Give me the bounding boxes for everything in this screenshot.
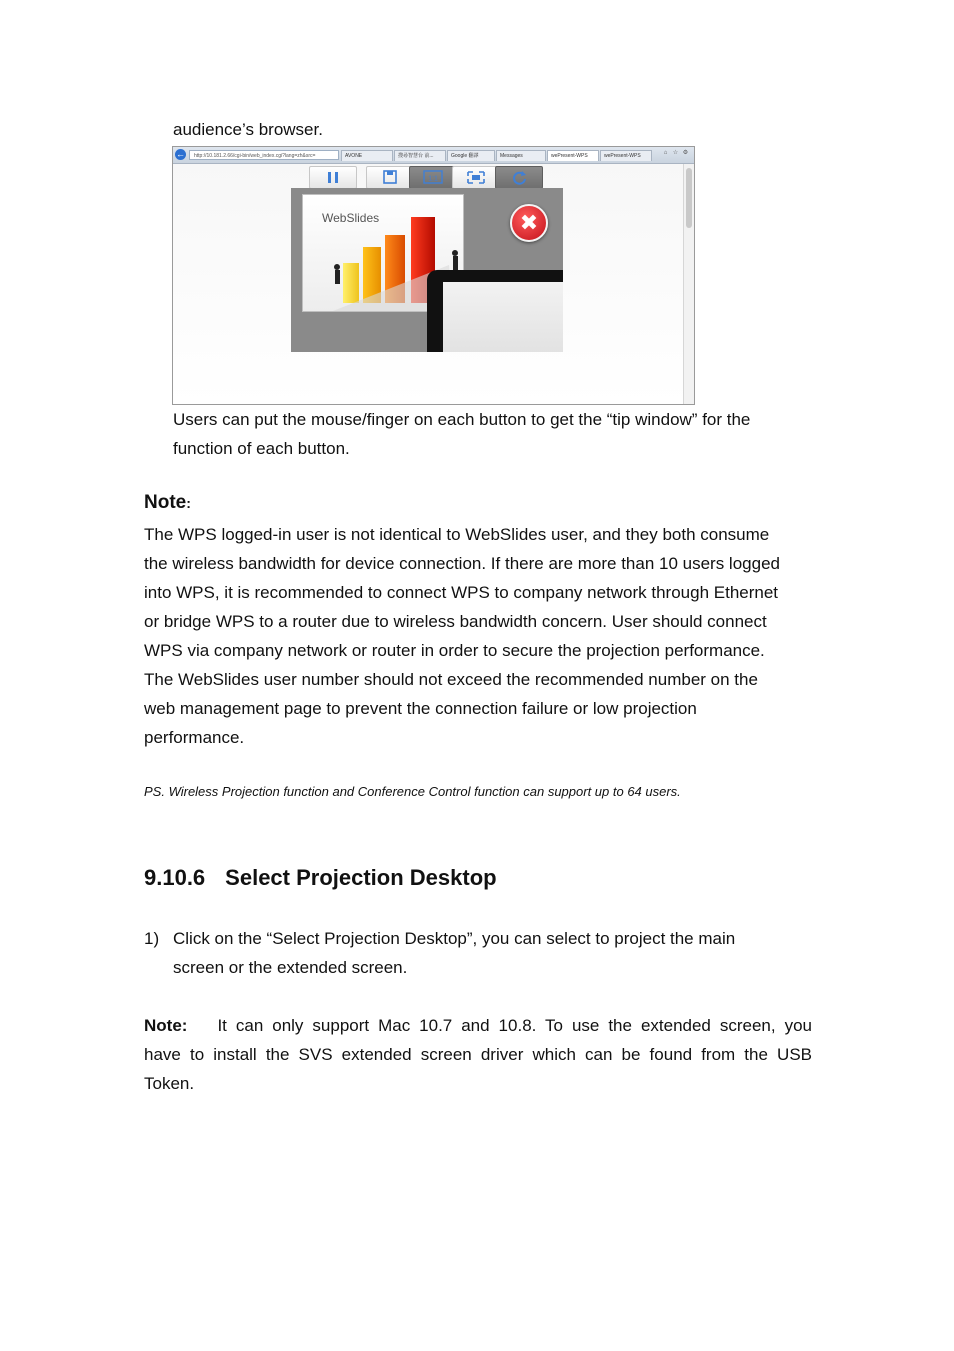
tip-paragraph (173, 405, 813, 463)
ps-note: PS. Wireless Projection function and Conference Control function can support up to 64 users. (144, 784, 681, 799)
text-line: or bridge WPS to a router due to wireless bandwidth concern. User should connect (144, 612, 767, 631)
step-marker: 1) (144, 929, 160, 948)
slide-image (291, 188, 563, 352)
text-line: function of each button. (173, 439, 350, 458)
svg-text:1:1: 1:1 (428, 175, 438, 183)
home-icon: ⌂ (663, 150, 668, 156)
gear-icon: ⚙ (682, 150, 689, 156)
text-line: Click on the “Select Projection Desktop”, you can select to project the main (173, 929, 736, 948)
section-title: Select Projection Desktop (225, 865, 497, 890)
text-line: performance. (144, 728, 245, 747)
browser-tab-active: wePresent-WPS (547, 150, 599, 161)
webslides-viewport (173, 164, 683, 404)
browser-tab: Messages (496, 150, 546, 161)
browser-tab: wePresent-WPS (600, 150, 652, 161)
text-line: The WPS logged-in user is not identical to WebSlides user, and they both consume (144, 525, 770, 544)
note-heading-text: Note (144, 492, 187, 513)
tablet-screen (443, 282, 563, 352)
text-line: screen or the extended screen. (173, 958, 408, 977)
note2-line1: It can only support Mac 10.7 and 10.8. To use the extended screen, you (217, 1016, 812, 1035)
text-line: web management page to prevent the connection failure or low projection (144, 699, 697, 718)
pause-button (309, 166, 357, 189)
text-line (144, 1011, 812, 1040)
note2-paragraph (144, 1011, 812, 1098)
text-line: the wireless bandwidth for device connection. If there are more than 10 users logged (144, 554, 780, 573)
browser-tab: AVONE (341, 150, 393, 161)
step-1-text (173, 924, 813, 982)
section-heading (144, 865, 497, 891)
note-paragraph (144, 520, 812, 752)
slide-title: WebSlides (322, 211, 380, 225)
section-number: 9.10.6 (144, 865, 206, 890)
text-line: Users can put the mouse/finger on each button to get the “tip window” for the (173, 410, 751, 429)
note2-label: Note: (144, 1016, 188, 1035)
star-icon: ☆ (672, 150, 679, 156)
browser-tab: 搜尋智慧台 前... (394, 150, 446, 161)
save-button (366, 166, 414, 189)
close-icon: ✖ (510, 204, 548, 242)
note-colon: : (186, 495, 191, 511)
browser-screenshot (172, 146, 695, 405)
address-bar: http://10.181.2.66/cgi-bin/web_index.cgi?lang=zh&src= (189, 150, 339, 160)
text-line: have to install the SVS extended screen driver which can be found from the USB (144, 1045, 812, 1064)
browser-tab: Google 翻譯 (447, 150, 495, 161)
tablet-graphic (427, 270, 563, 352)
one-to-one-button (409, 166, 457, 189)
back-arrow-icon: ← (176, 149, 185, 159)
text-line: into WPS, it is recommended to connect WPS to company network through Ethernet (144, 583, 779, 602)
text-line: Token. (144, 1074, 195, 1093)
fullscreen-button (452, 166, 500, 189)
text-line: The WebSlides user number should not exceed the recommended number on the (144, 670, 758, 689)
note-heading (144, 492, 191, 514)
text-line: WPS via company network or router in order to secure the projection performance. (144, 641, 765, 660)
scrollbar-thumb (686, 168, 692, 228)
browser-tab-bar (173, 147, 694, 164)
intro-fragment: audience’s browser. (173, 120, 323, 139)
vertical-scrollbar (683, 164, 695, 404)
refresh-button (495, 166, 543, 189)
